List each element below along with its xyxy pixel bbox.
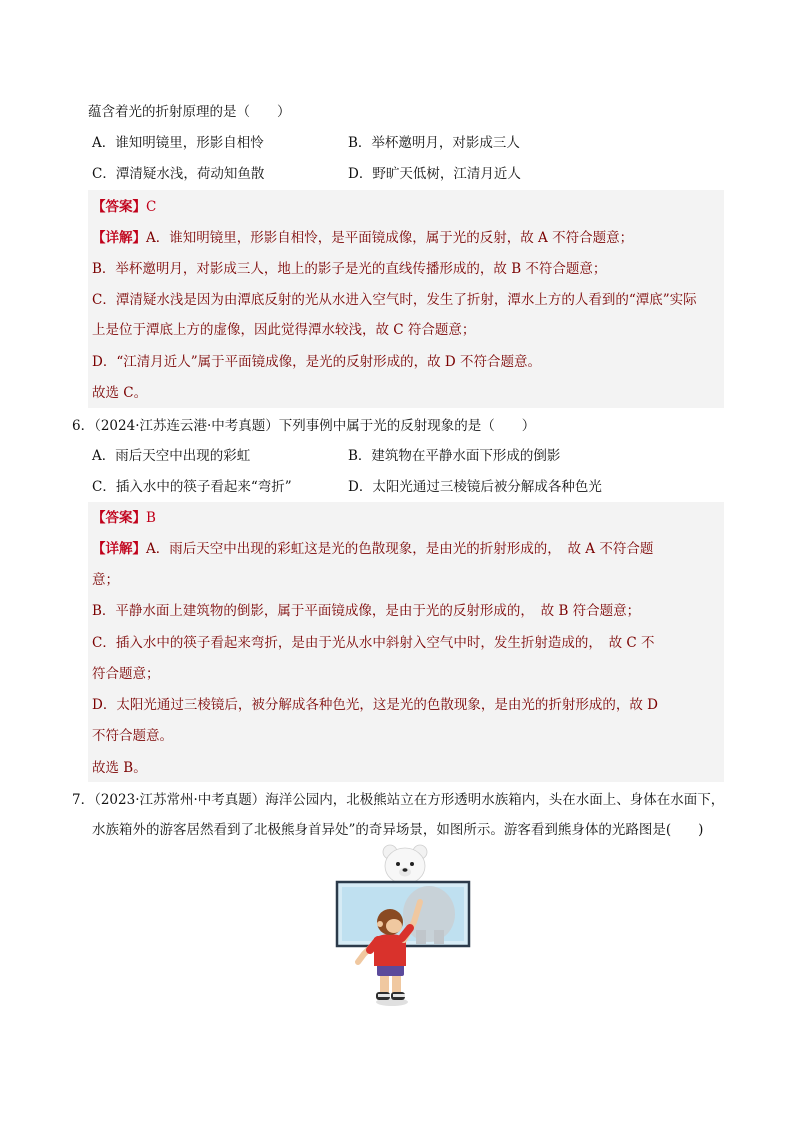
- q5-detail-5: D．“江清月近人”属于平面镜成像，是光的反射形成的，故 D 不符合题意。: [92, 354, 542, 370]
- bear-head-icon: [383, 845, 427, 884]
- q6-stem-text: 下列事例中属于光的反射现象的是（ ）: [278, 418, 536, 434]
- q6-detail-5: 符合题意；: [92, 666, 160, 682]
- q6-number: 6．: [72, 418, 95, 434]
- q6-detail-3: B．平静水面上建筑物的倒影，属于平面镜成像，是由于光的反射形成的， 故 B 符合题意；: [92, 603, 641, 619]
- q5-answer: [92, 197, 156, 217]
- q7-stem-line2: 水族箱外的游客居然看到了北极熊身首异处”的奇异场景，如图所示。游客看到熊身体的光路图是( ): [92, 822, 704, 838]
- q6-detail-7: 不符合题意。: [92, 728, 173, 744]
- q5-option-d: D．野旷天低树，江清月近人: [348, 166, 521, 182]
- q6-stem: [72, 416, 535, 436]
- q6-detail-8: 故选 B。: [92, 760, 147, 776]
- q5-option-a: A．谁知明镜里，形影自相怜: [92, 135, 264, 151]
- q6-answer-value: B: [146, 510, 156, 526]
- q5-detail-label: 【详解】: [92, 230, 146, 246]
- q7-figure: [334, 842, 474, 1012]
- q7-stem-line1: [72, 790, 724, 810]
- q6-detail-label: 【详解】: [92, 541, 146, 557]
- q5-option-c: C．潭清疑水浅，荷动知鱼散: [92, 166, 265, 182]
- q6-answer-label: 【答案】: [92, 510, 146, 526]
- q5-detail-4: 上是位于潭底上方的虚像，因此觉得潭水较浅，故 C 符合题意；: [92, 322, 476, 338]
- q7-illustration: [334, 842, 474, 1012]
- q6-detail-6: D．太阳光通过三棱镜后，被分解成各种色光，这是光的色散现象，是由光的折射形成的，故 D: [92, 697, 658, 713]
- q5-detail-2: B．举杯邀明月，对影成三人，地上的影子是光的直线传播形成的，故 B 不符合题意；: [92, 261, 607, 277]
- q6-option-d: D．太阳光通过三棱镜后被分解成各种色光: [348, 479, 602, 495]
- q7-source: （2023·江苏常州·中考真题）: [94, 792, 266, 808]
- q5-detail-3: C．潭清疑水浅是因为由潭底反射的光从水进入空气时，发生了折射，潭水上方的人看到的“潭底”实际: [92, 292, 697, 308]
- q7-stem-text-1: 海洋公园内，北极熊站立在方形透明水族箱内，头在水面上、身体在水面下，: [265, 792, 725, 808]
- q5-answer-label: 【答案】: [92, 199, 146, 215]
- q5-detail-6: 故选 C。: [92, 385, 148, 401]
- q6-detail-1: 【详解】A．雨后天空中出现的彩虹这是光的色散现象，是由光的折射形成的， 故 A 不符合题: [92, 541, 654, 557]
- q5-detail-1: 【详解】A．谁知明镜里，形影自相怜，是平面镜成像，属于光的反射，故 A 不符合题意；: [92, 230, 634, 246]
- q5-answer-value: C: [146, 199, 157, 215]
- q6-detail-4: C．插入水中的筷子看起来弯折，是由于光从水中斜射入空气中时，发生折射造成的， 故 C 不: [92, 635, 655, 651]
- q6-detail-2: 意；: [92, 572, 119, 588]
- q6-option-c: C．插入水中的筷子看起来“弯折”: [92, 479, 292, 495]
- q6-answer: [92, 508, 156, 528]
- q5-stem-tail: 蕴含着光的折射原理的是（ ）: [88, 104, 291, 120]
- q7-number: 7．: [72, 792, 95, 808]
- q6-option-a: A．雨后天空中出现的彩虹: [92, 448, 251, 464]
- q6-source: （2024·江苏连云港·中考真题）: [94, 418, 279, 434]
- q6-option-b: B．建筑物在平静水面下形成的倒影: [348, 448, 561, 464]
- q5-option-b: B．举杯邀明月，对影成三人: [348, 135, 520, 151]
